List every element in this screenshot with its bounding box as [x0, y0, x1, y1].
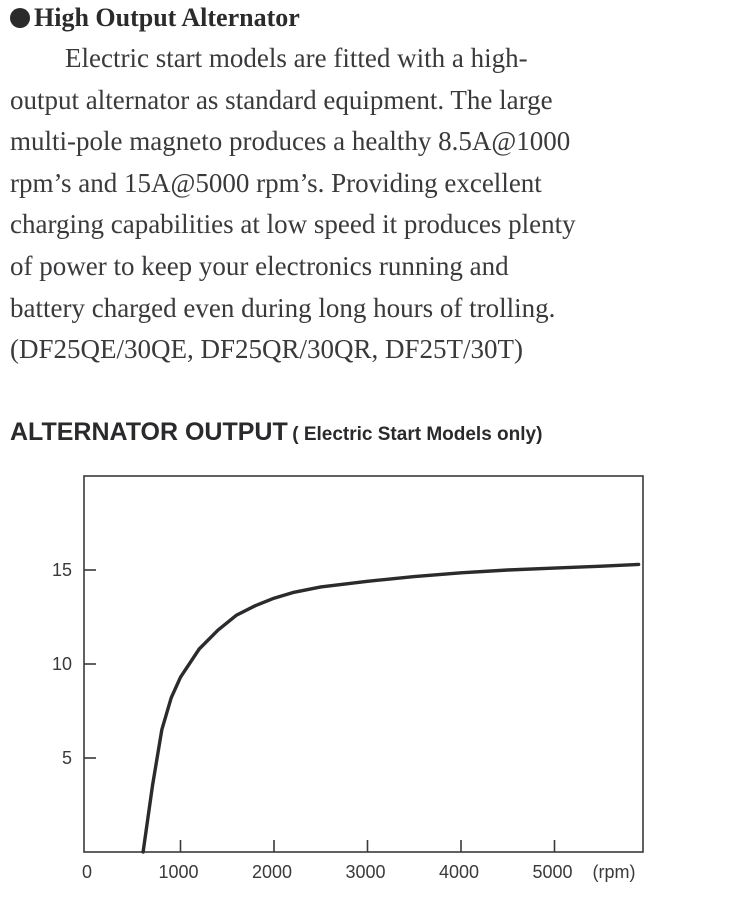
y-tick-label: 10: [51, 654, 72, 674]
y-tick-label: 5: [61, 748, 72, 768]
paragraph-line: Electric start models are fitted with a high-: [65, 43, 528, 73]
section-heading: [10, 0, 300, 36]
description-paragraph: [10, 38, 725, 371]
x-tick-label: 3000: [345, 862, 386, 882]
chart-title-main: ALTERNATOR OUTPUT: [10, 418, 288, 446]
paragraph-line: (DF25QE/30QE, DF25QR/30QR, DF25T/30T): [10, 334, 524, 365]
series-line: [143, 564, 638, 852]
x-tick-label: 2000: [251, 862, 293, 882]
paragraph-line: charging capabilities at low speed it produces plenty: [10, 209, 576, 240]
x-unit-label: (rpm): [592, 862, 636, 882]
heading-text: High Output Alternator: [34, 3, 300, 32]
chart-subtitle: ( Electric Start Models only): [292, 424, 543, 445]
alternator-output-chart: [0, 460, 731, 904]
plot-frame: [84, 476, 643, 852]
paragraph-line: multi-pole magneto produces a healthy 8.5A@1000: [10, 126, 571, 157]
x-tick-label: 0: [81, 862, 93, 882]
paragraph-line: battery charged even during long hours of trolling.: [10, 292, 556, 323]
x-tick-label: 1000: [158, 862, 199, 882]
paragraph-line: of power to keep your electronics running and: [10, 250, 509, 281]
y-tick-label: 15: [51, 560, 72, 580]
paragraph-line: output alternator as standard equipment. The large: [10, 84, 553, 115]
bullet-icon: [10, 8, 30, 28]
x-tick-label: 5000: [532, 862, 573, 882]
x-tick-label: 4000: [438, 862, 480, 882]
chart-title: [10, 418, 542, 447]
paragraph-line: rpm’s and 15A@5000 rpm’s. Providing excellent: [10, 167, 542, 198]
